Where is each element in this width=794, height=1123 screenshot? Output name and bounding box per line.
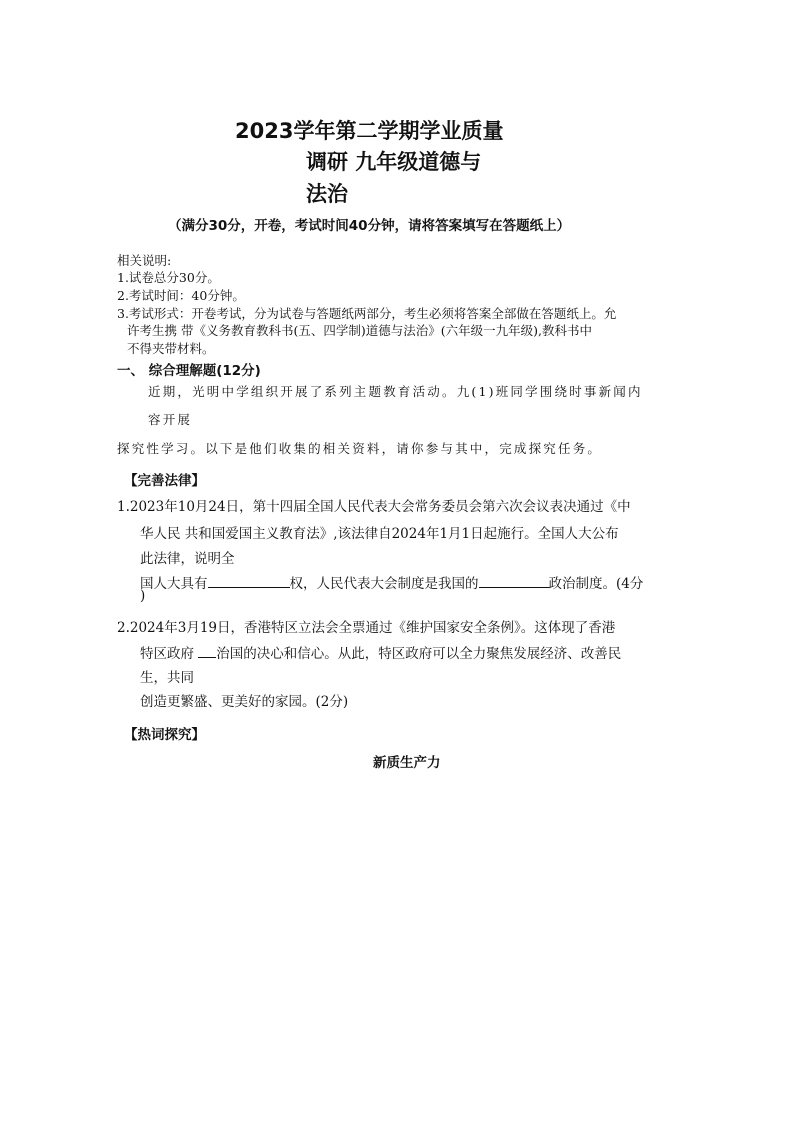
section1-intro-line1: 近期，光明中学组织开展了系列主题教育活动。九(1)班同学围绕时事新闻内 bbox=[148, 384, 643, 399]
question-1-line4 bbox=[140, 572, 643, 592]
answer-blank-1[interactable] bbox=[208, 573, 290, 588]
question-1-line3: 此法律，说明全 bbox=[140, 551, 235, 567]
question-2-line1: 2.2024年3月19日，香港特区立法会全票通过《维护国家安全条例》。这体现了香港 bbox=[117, 620, 616, 636]
question-2-line2 bbox=[140, 642, 621, 662]
hot-topic: 新质生产力 bbox=[373, 755, 441, 771]
question-1-text-b: 权，人民代表大会制度是我国的 bbox=[289, 576, 479, 592]
answer-blank-3[interactable] bbox=[198, 643, 216, 658]
notes-item: 3.考试形式：开卷考试，分为试卷与答题纸两部分，考生必须将答案全部做在答题纸上。允 bbox=[117, 306, 617, 321]
question-1-line1: 1.2023年10月24日，第十四届全国人民代表大会常务委员会第六次会议表决通过《中 bbox=[117, 499, 631, 515]
exam-subtitle: （满分30分，开卷，考试时间40分钟，请将答案填写在答题纸上） bbox=[168, 218, 571, 234]
question-2-line4: 创造更繁盛、更美好的家园。(2分) bbox=[140, 694, 349, 710]
answer-blank-2[interactable] bbox=[479, 573, 549, 588]
hot-heading: 【热词探究】 bbox=[124, 727, 205, 743]
notes-item: 许考生携 带《义务教育教科书(五、四学制)道德与法治》(六年级一九年级),教科书中 bbox=[127, 323, 592, 338]
exam-title-line2: 调研 九年级道德与 bbox=[306, 150, 482, 174]
question-1-text-a: 国人大具有 bbox=[140, 576, 208, 592]
question-1-text-c: 政治制度。(4分 bbox=[548, 576, 644, 592]
exam-title-line1: 2023学年第二学期学业质量 bbox=[235, 119, 504, 143]
section1-heading: 一、 综合理解题(12分) bbox=[117, 363, 261, 379]
law-heading: 【完善法律】 bbox=[124, 473, 205, 489]
exam-title-line3: 法治 bbox=[306, 182, 348, 206]
notes-item: 1.试卷总分30分。 bbox=[117, 270, 220, 285]
question-1-line2: 华人民 共和国爱国主义教育法》,该法律自2024年1月1日起施行。全国人大公布 bbox=[140, 526, 619, 542]
notes-heading: 相关说明: bbox=[117, 253, 172, 268]
question-2-line3: 生，共同 bbox=[140, 670, 194, 686]
question-1-line5: ) bbox=[140, 588, 146, 604]
section1-intro-line2: 容开展 bbox=[148, 412, 193, 427]
notes-item: 不得夹带材料。 bbox=[127, 341, 215, 356]
question-2-text-b: 治国的决心和信心。从此，特区政府可以全力聚焦发展经济、改善民 bbox=[216, 646, 622, 662]
question-2-text-a: 特区政府 bbox=[140, 646, 199, 662]
section1-intro-line3: 探究性学习。以下是他们收集的相关资料，请你参与其中，完成探究任务。 bbox=[117, 441, 603, 456]
notes-item: 2.考试时间：40分钟。 bbox=[117, 288, 245, 303]
